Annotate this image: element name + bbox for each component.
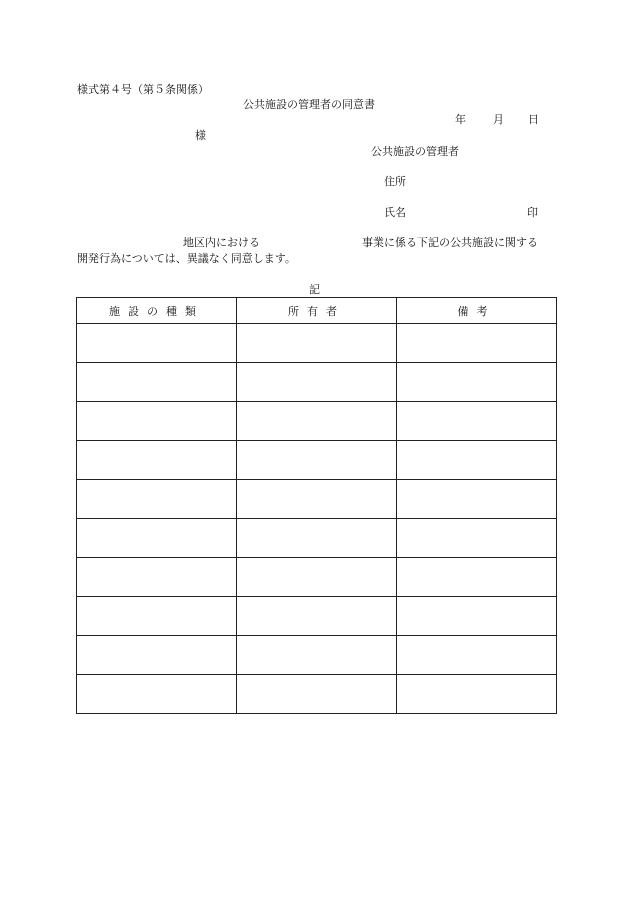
table-row [77,480,557,519]
cell-facility-type[interactable] [77,480,237,519]
address-label: 住所 [384,175,406,188]
header-remarks: 備考 [397,298,557,324]
addressee-suffix: 様 [195,129,206,142]
cell-facility-type[interactable] [77,324,237,363]
cell-remarks[interactable] [397,402,557,441]
cell-facility-type[interactable] [77,441,237,480]
table-row [77,363,557,402]
cell-owner[interactable] [237,402,397,441]
table-row [77,597,557,636]
date-month-label: 月 [493,113,504,126]
cell-remarks[interactable] [397,363,557,402]
cell-owner[interactable] [237,636,397,675]
date-year-label: 年 [455,113,466,126]
cell-facility-type[interactable] [77,363,237,402]
table-row [77,519,557,558]
cell-remarks[interactable] [397,597,557,636]
date-day-label: 日 [528,113,539,126]
cell-owner[interactable] [237,363,397,402]
cell-facility-type[interactable] [77,597,237,636]
table-row [77,675,557,714]
table-row [77,636,557,675]
cell-remarks[interactable] [397,480,557,519]
document-title: 公共施設の管理者の同意書 [243,98,375,111]
header-facility-type: 施設の種類 [77,298,237,324]
body-text-line2: 開発行為については、異議なく同意します。 [77,252,296,265]
cell-facility-type[interactable] [77,402,237,441]
facility-table [76,297,557,714]
cell-facility-type[interactable] [77,519,237,558]
table-row [77,324,557,363]
cell-facility-type[interactable] [77,636,237,675]
cell-remarks[interactable] [397,558,557,597]
cell-owner[interactable] [237,480,397,519]
cell-owner[interactable] [237,597,397,636]
cell-facility-type[interactable] [77,675,237,714]
seal-label: 印 [527,206,538,219]
cell-remarks[interactable] [397,636,557,675]
cell-owner[interactable] [237,558,397,597]
cell-remarks[interactable] [397,441,557,480]
cell-facility-type[interactable] [77,558,237,597]
cell-owner[interactable] [237,441,397,480]
ki-label: 記 [309,283,320,296]
table-row [77,402,557,441]
cell-owner[interactable] [237,519,397,558]
table-row [77,441,557,480]
table-row [77,558,557,597]
name-label: 氏名 [384,206,406,219]
cell-owner[interactable] [237,675,397,714]
body-text-line1-part2: 事業に係る下記の公共施設に関する [362,236,538,249]
body-text-line1-part1: 地区内における [183,236,260,249]
sender-role: 公共施設の管理者 [371,145,459,158]
header-owner: 所有者 [237,298,397,324]
form-number: 様式第４号（第５条関係） [77,83,209,96]
cell-remarks[interactable] [397,324,557,363]
table-header-row [77,298,557,324]
cell-owner[interactable] [237,324,397,363]
cell-remarks[interactable] [397,519,557,558]
cell-remarks[interactable] [397,675,557,714]
